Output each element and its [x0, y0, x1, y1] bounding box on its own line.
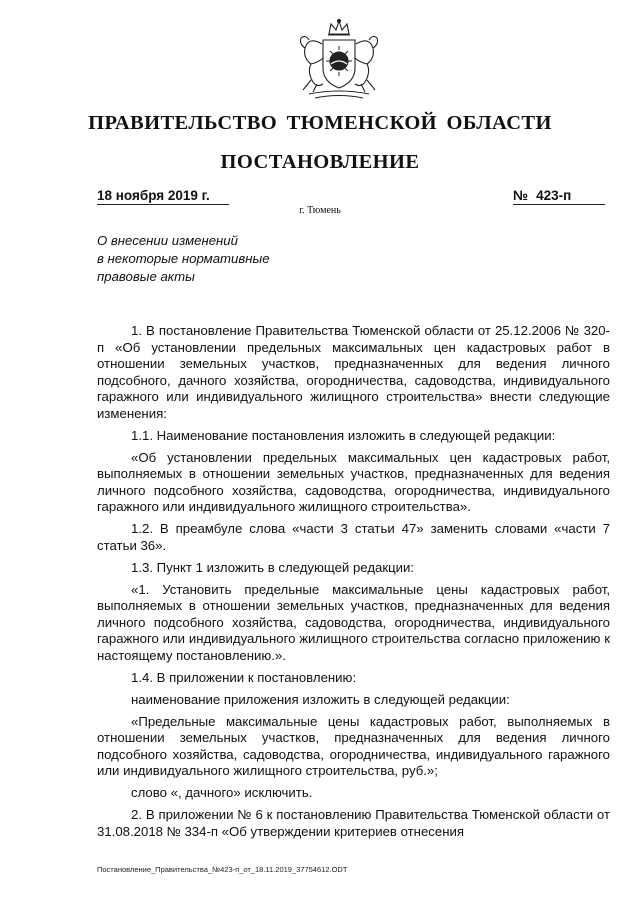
- document-number-field: [513, 188, 605, 205]
- number-sign: №: [513, 188, 529, 203]
- document-number: 423-п: [536, 188, 572, 203]
- coat-of-arms-emblem: [295, 18, 383, 100]
- city-label: г. Тюмень: [299, 205, 341, 216]
- body-paragraph: 1.2. В преамбуле слова «части 3 статьи 47» заменить словами «части 7 статьи 36».: [97, 521, 610, 553]
- body-paragraph: «Предельные максимальные цены кадастровых работ, выполняемых в отношении земельных участков, предназначенных для ведения личного подсобного хозяйства, садоводства, огородничества, индивидуального гаражного или индивидуального жилищного строительства, руб.»;: [97, 713, 610, 778]
- body-paragraph: 1.1. Наименование постановления изложить в следующей редакции:: [131, 427, 556, 443]
- footer-filename: Постановление_Правительства_№423-п_от_18.11.2019_37754612.ODT: [97, 865, 348, 874]
- subject-line: О внесении изменений: [97, 233, 238, 248]
- document-body: [97, 323, 610, 846]
- body-paragraph: 1.3. Пункт 1 изложить в следующей редакции:: [131, 559, 415, 575]
- body-paragraph: 1.4. В приложении к постановлению:: [131, 669, 357, 685]
- body-paragraph: «Об установлении предельных максимальных цен кадастровых работ, выполняемых в отношении земельных участков, предназначенных для ведения личного подсобного хозяйства, садоводства, огородничества, индивидуального гаражного или индивидуального жилищного строительства».: [97, 449, 610, 514]
- subject-line: правовые акты: [97, 269, 195, 284]
- document-date: 18 ноября 2019 г.: [97, 188, 229, 205]
- body-paragraph: наименование приложения изложить в следующей редакции:: [131, 691, 510, 707]
- subject-line: в некоторые нормативные: [97, 251, 270, 266]
- government-title: ПРАВИТЕЛЬСТВО ТЮМЕНСКОЙ ОБЛАСТИ: [88, 112, 552, 134]
- document-type-title: ПОСТАНОВЛЕНИЕ: [220, 151, 420, 173]
- body-paragraph: слово «, дачного» исключить.: [131, 785, 313, 800]
- document-subject: [97, 232, 317, 286]
- body-paragraph: 1. В постановление Правительства Тюменской области от 25.12.2006 № 320-п «Об установлении предельных максимальных цен кадастровых работ в отношении земельных участков, предназначенных для ведения личного подсобного, дачного хозяйства, огородничества, садоводства, индивидуального гаражного или индивидуального жилищного строительства» внести следующие изменения:: [97, 323, 610, 421]
- body-paragraph: «1. Установить предельные максимальные цены кадастровых работ, выполняемых в отношении земельных участков, предназначенных для ведения личного подсобного хозяйства, садоводства, огородничества, индивидуального гаражного или индивидуального жилищного строительства согласно приложению к настоящему постановлению.».: [97, 581, 610, 663]
- body-paragraph: 2. В приложении № 6 к постановлению Правительства Тюменской области от 31.08.2018 № 334-п «Об утверждении критериев отнесения: [97, 807, 610, 839]
